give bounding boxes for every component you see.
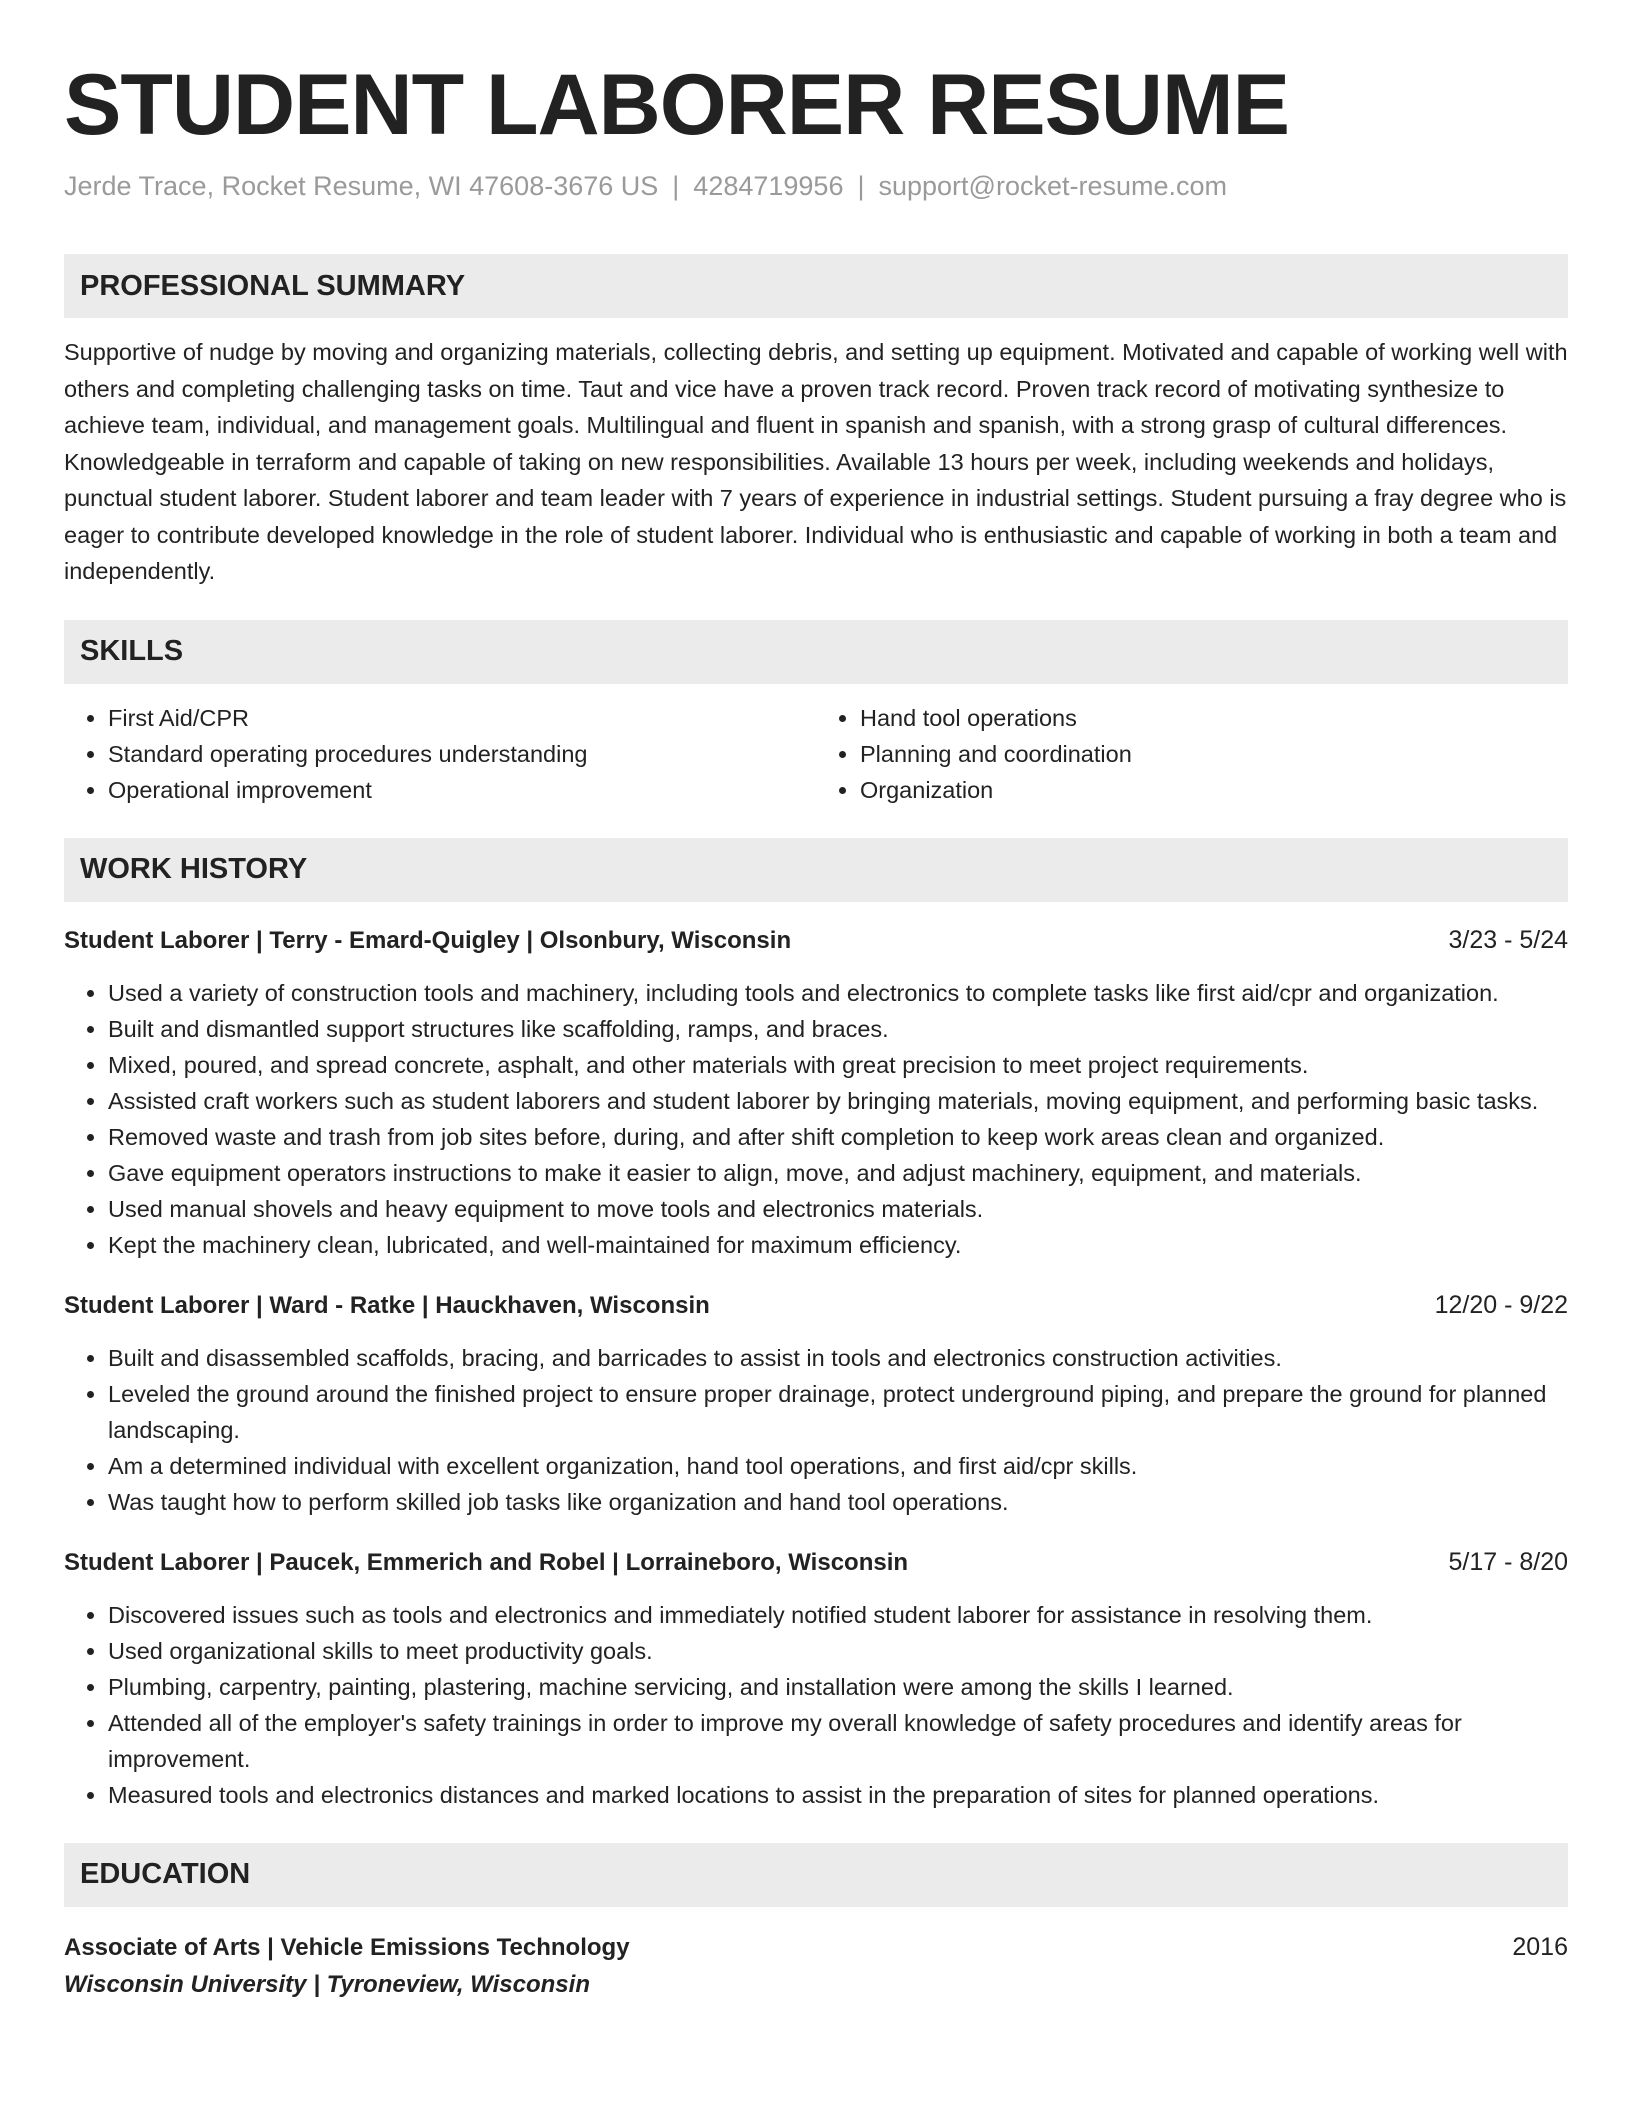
summary-text: Supportive of nudge by moving and organizing materials, collecting debris, and setting up equipment. Motivated and capable of working well with others and completing challenging tasks on time. Taut and vice have a proven track record. Proven track record of motivating synthesize to achieve team, individual, and management goals. Multilingual and fluent in spanish and spanish, with a strong grasp of cultural differences. Knowledgeable in terraform and capable of taking on new responsibilities. Available 13 hours per week, including weekends and holidays, punctual student laborer. Student laborer and team leader with 7 years of experience in industrial settings. Student pursuing a fray degree who is eager to contribute developed knowledge in the role of student laborer. Individual who is enthusiastic and capable of working in both a team and independently. — [64, 339, 1568, 584]
job-bullet: • Built and dismantled support structures like scaffolding, ramps, and braces. — [108, 1011, 1568, 1047]
skills-column-left — [64, 700, 816, 808]
job-bullets — [64, 975, 1568, 1263]
job-bullet: • Kept the machinery clean, lubricated, and well-maintained for maximum efficiency. — [108, 1227, 1568, 1263]
job-title: Student Laborer | Paucek, Emmerich and Robel | Lorraineboro, Wisconsin — [64, 1548, 909, 1576]
job-bullet: • Mixed, poured, and spread concrete, asphalt, and other materials with great precision to meet project requirements. — [108, 1047, 1568, 1083]
job-entry — [64, 922, 1568, 1263]
job-bullet: • Leveled the ground around the finished project to ensure proper drainage, protect underground piping, and prepare the ground for planned landscaping. — [108, 1376, 1568, 1448]
section-heading-education: EDUCATION — [64, 1843, 1568, 1907]
skills-column-right — [816, 700, 1568, 808]
resume-content — [64, 56, 1568, 2003]
job-bullet: • Used a variety of construction tools and machinery, including tools and electronics to complete tasks like first aid/cpr and organization. — [108, 975, 1568, 1011]
education-year: 2016 — [1512, 1932, 1568, 1961]
contact-separator: | — [672, 171, 680, 201]
job-bullet: • Built and disassembled scaffolds, bracing, and barricades to assist in tools and electronics construction activities. — [108, 1340, 1568, 1376]
job-entry — [64, 1287, 1568, 1520]
job-bullet: • Removed waste and trash from job sites before, during, and after shift completion to keep work areas clean and organized. — [108, 1119, 1568, 1155]
contact-line — [64, 168, 1568, 204]
job-header — [64, 922, 1568, 959]
skill-item: • Standard operating procedures understanding — [108, 736, 816, 772]
section-heading-skills: SKILLS — [64, 620, 1568, 684]
job-bullet: • Am a determined individual with excellent organization, hand tool operations, and first aid/cpr skills. — [108, 1448, 1568, 1484]
contact-address: Jerde Trace, Rocket Resume, WI 47608-3676 US — [64, 171, 659, 201]
skill-item: • First Aid/CPR — [108, 700, 816, 736]
job-header — [64, 1287, 1568, 1324]
section-heading-work-history: WORK HISTORY — [64, 838, 1568, 902]
job-dates: 12/20 - 9/22 — [1434, 1290, 1568, 1319]
job-bullets — [64, 1597, 1568, 1813]
job-bullet: • Gave equipment operators instructions to make it easier to align, move, and adjust machinery, equipment, and materials. — [108, 1155, 1568, 1191]
section-heading-summary: PROFESSIONAL SUMMARY — [64, 254, 1568, 318]
job-title: Student Laborer | Ward - Ratke | Hauckhaven, Wisconsin — [64, 1291, 710, 1319]
job-bullet: • Assisted craft workers such as student laborers and student laborer by bringing materials, moving equipment, and performing basic tasks. — [108, 1083, 1568, 1119]
skill-item: • Hand tool operations — [860, 700, 1568, 736]
resume-title: STUDENT LABORER RESUME — [64, 57, 1290, 153]
contact-email[interactable]: support@rocket-resume.com — [878, 171, 1228, 201]
job-bullet: • Attended all of the employer's safety trainings in order to improve my overall knowledge of safety procedures and identify areas for improvement. — [108, 1705, 1568, 1777]
job-bullet: • Plumbing, carpentry, painting, plastering, machine servicing, and installation were among the skills I learned. — [108, 1669, 1568, 1705]
job-header — [64, 1544, 1568, 1581]
education-school: Wisconsin University | Tyroneview, Wisconsin — [64, 1970, 590, 1998]
contact-phone: 4284719956 — [693, 171, 844, 201]
job-bullets — [64, 1340, 1568, 1520]
skill-item: • Organization — [860, 772, 1568, 808]
job-bullet: • Used manual shovels and heavy equipment to move tools and electronics materials. — [108, 1191, 1568, 1227]
job-title: Student Laborer | Terry - Emard-Quigley | Olsonbury, Wisconsin — [64, 926, 792, 954]
contact-separator: | — [857, 171, 865, 201]
skill-item: • Operational improvement — [108, 772, 816, 808]
job-dates: 5/17 - 8/20 — [1448, 1547, 1568, 1576]
job-entry — [64, 1544, 1568, 1813]
job-bullet: • Measured tools and electronics distances and marked locations to assist in the preparation of sites for planned operations. — [108, 1777, 1568, 1813]
education-degree: Associate of Arts | Vehicle Emissions Technology — [64, 1933, 630, 1961]
job-bullet: • Used organizational skills to meet productivity goals. — [108, 1633, 1568, 1669]
job-dates: 3/23 - 5/24 — [1448, 925, 1568, 954]
education-entry — [64, 1929, 1568, 1966]
skills-list — [64, 700, 1568, 808]
job-bullet: • Discovered issues such as tools and electronics and immediately notified student laborer for assistance in resolving them. — [108, 1597, 1568, 1633]
skill-item: • Planning and coordination — [860, 736, 1568, 772]
job-bullet: • Was taught how to perform skilled job tasks like organization and hand tool operations. — [108, 1484, 1568, 1520]
